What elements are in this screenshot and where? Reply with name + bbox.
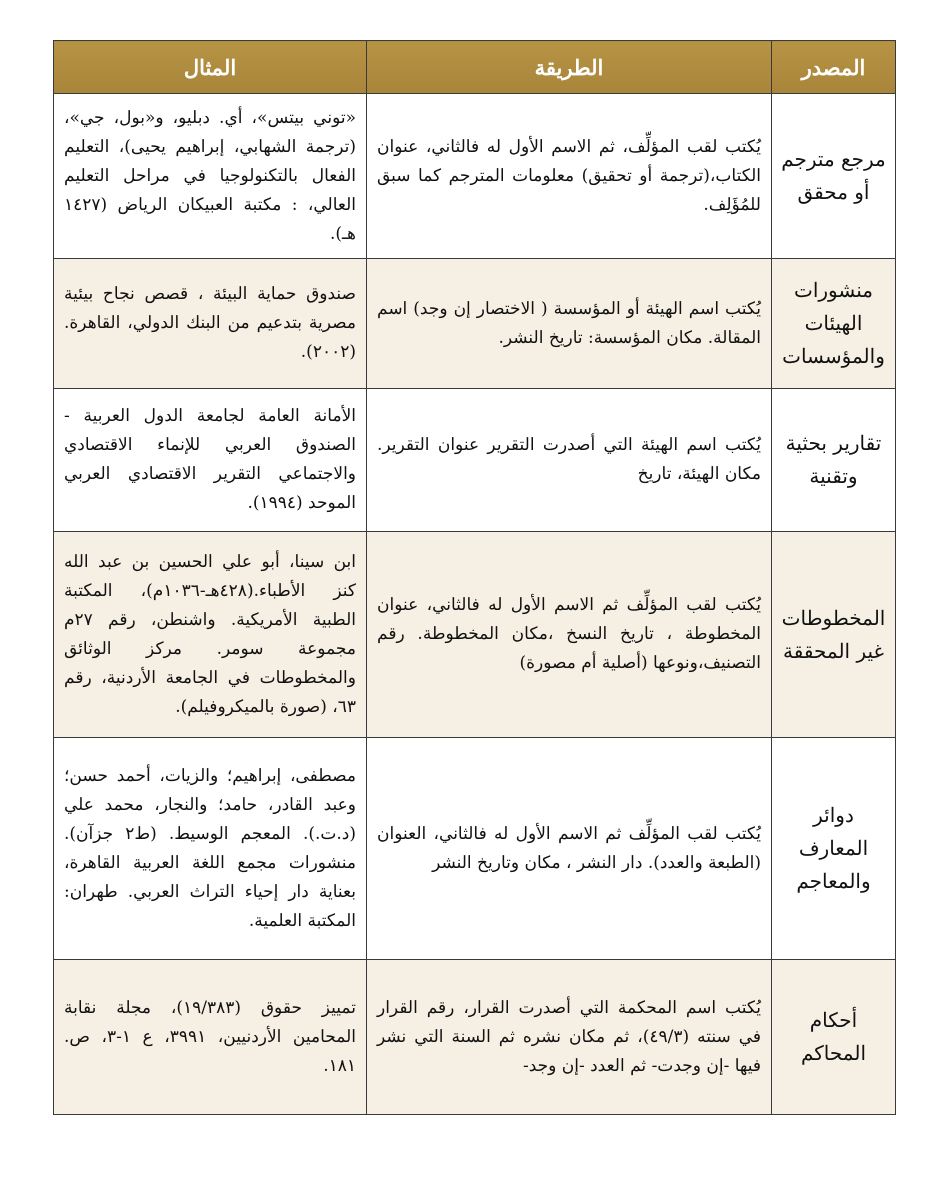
example-cell: ابن سينا، أبو علي الحسين بن عبد الله كنز الأطباء.(٤٢٨هـ-١٠٣٦م)، المكتبة الطبية الأمريكية. واشنطن، رقم ٢٧م مجموعة سومر. مركز الوثائق والمخطوطات في الجامعة الأردنية، رقم ٦٣، (صورة بالميكروفيلم). [54,532,367,738]
table-row [54,259,896,389]
source-cell: المخطوطات غير المحققة [772,532,896,738]
method-cell: يُكتب لقب المؤلِّف ثم الاسم الأول له فالثاني، العنوان (الطبعة والعدد). دار النشر ، مكان وتاريخ النشر [367,738,772,960]
method-cell: يُكتب اسم الهيئة أو المؤسسة ( الاختصار إن وجد) اسم المقالة. مكان المؤسسة: تاريخ النشر. [367,259,772,389]
example-cell: مصطفى، إبراهيم؛ والزيات، أحمد حسن؛ وعبد القادر، حامد؛ والنجار، محمد علي (د.ت.). المعجم الوسيط. (ط٢ جزآن). منشورات مجمع اللغة العربية القاهرة، بعناية دار إحياء التراث العربي. طهران: المكتبة العلمية. [54,738,367,960]
source-cell: تقارير بحثية وتقنية [772,389,896,532]
example-cell: تمييز حقوق (١٩/٣٨٣)، مجلة نقابة المحامين الأردنيين، ٣٩٩١، ع ١-٣، ص. ١٨١. [54,960,367,1115]
table-header-row [54,41,896,94]
method-cell: يُكتب اسم المحكمة التي أصدرت القرار، رقم القرار في سنته (٤٩/٣)، ثم مكان نشره ثم السنة التي نشر فيها -إن وجدت- ثم العدد -إن وجد- [367,960,772,1115]
table-row [54,960,896,1115]
table-row [54,389,896,532]
table-row [54,94,896,259]
method-cell: يُكتب لقب المؤلِّف ثم الاسم الأول له فالثاني، عنوان المخطوطة ، تاريخ النسخ ،مكان المخطوطة. رقم التصنيف،ونوعها (أصلية أم مصورة) [367,532,772,738]
header-method: الطريقة [367,41,772,94]
method-cell: يُكتب اسم الهيئة التي أصدرت التقرير عنوان التقرير. مكان الهيئة، تاريخ [367,389,772,532]
source-cell: منشورات الهيئات والمؤسسات [772,259,896,389]
source-cell: أحكام المحاكم [772,960,896,1115]
header-source: المصدر [772,41,896,94]
source-cell: مرجع مترجم أو محقق [772,94,896,259]
example-cell: صندوق حماية البيئة ، قصص نجاح بيئية مصرية بتدعيم من البنك الدولي، القاهرة. (٢٠٠٢). [54,259,367,389]
example-cell: «توني بيتس»، أي. دبليو، و«بول، جي»، (ترجمة الشهابي، إبراهيم يحيى)، التعليم الفعال بالتكنولوجيا في مراحل التعليم العالي، : مكتبة العبيكان الرياض (١٤٢٧ هـ). [54,94,367,259]
table-row [54,532,896,738]
table-row [54,738,896,960]
header-example: المثال [54,41,367,94]
source-cell: دوائر المعارف والمعاجم [772,738,896,960]
method-cell: يُكتب لقب المؤلِّف، ثم الاسم الأول له فالثاني، عنوان الكتاب،(ترجمة أو تحقيق) معلومات المترجم كما سبق للمُؤَلِف. [367,94,772,259]
example-cell: الأمانة العامة لجامعة الدول العربية - الصندوق العربي للإنماء الاقتصادي والاجتماعي التقرير الاقتصادي العربي الموحد (١٩٩٤). [54,389,367,532]
citation-table [53,40,896,1115]
